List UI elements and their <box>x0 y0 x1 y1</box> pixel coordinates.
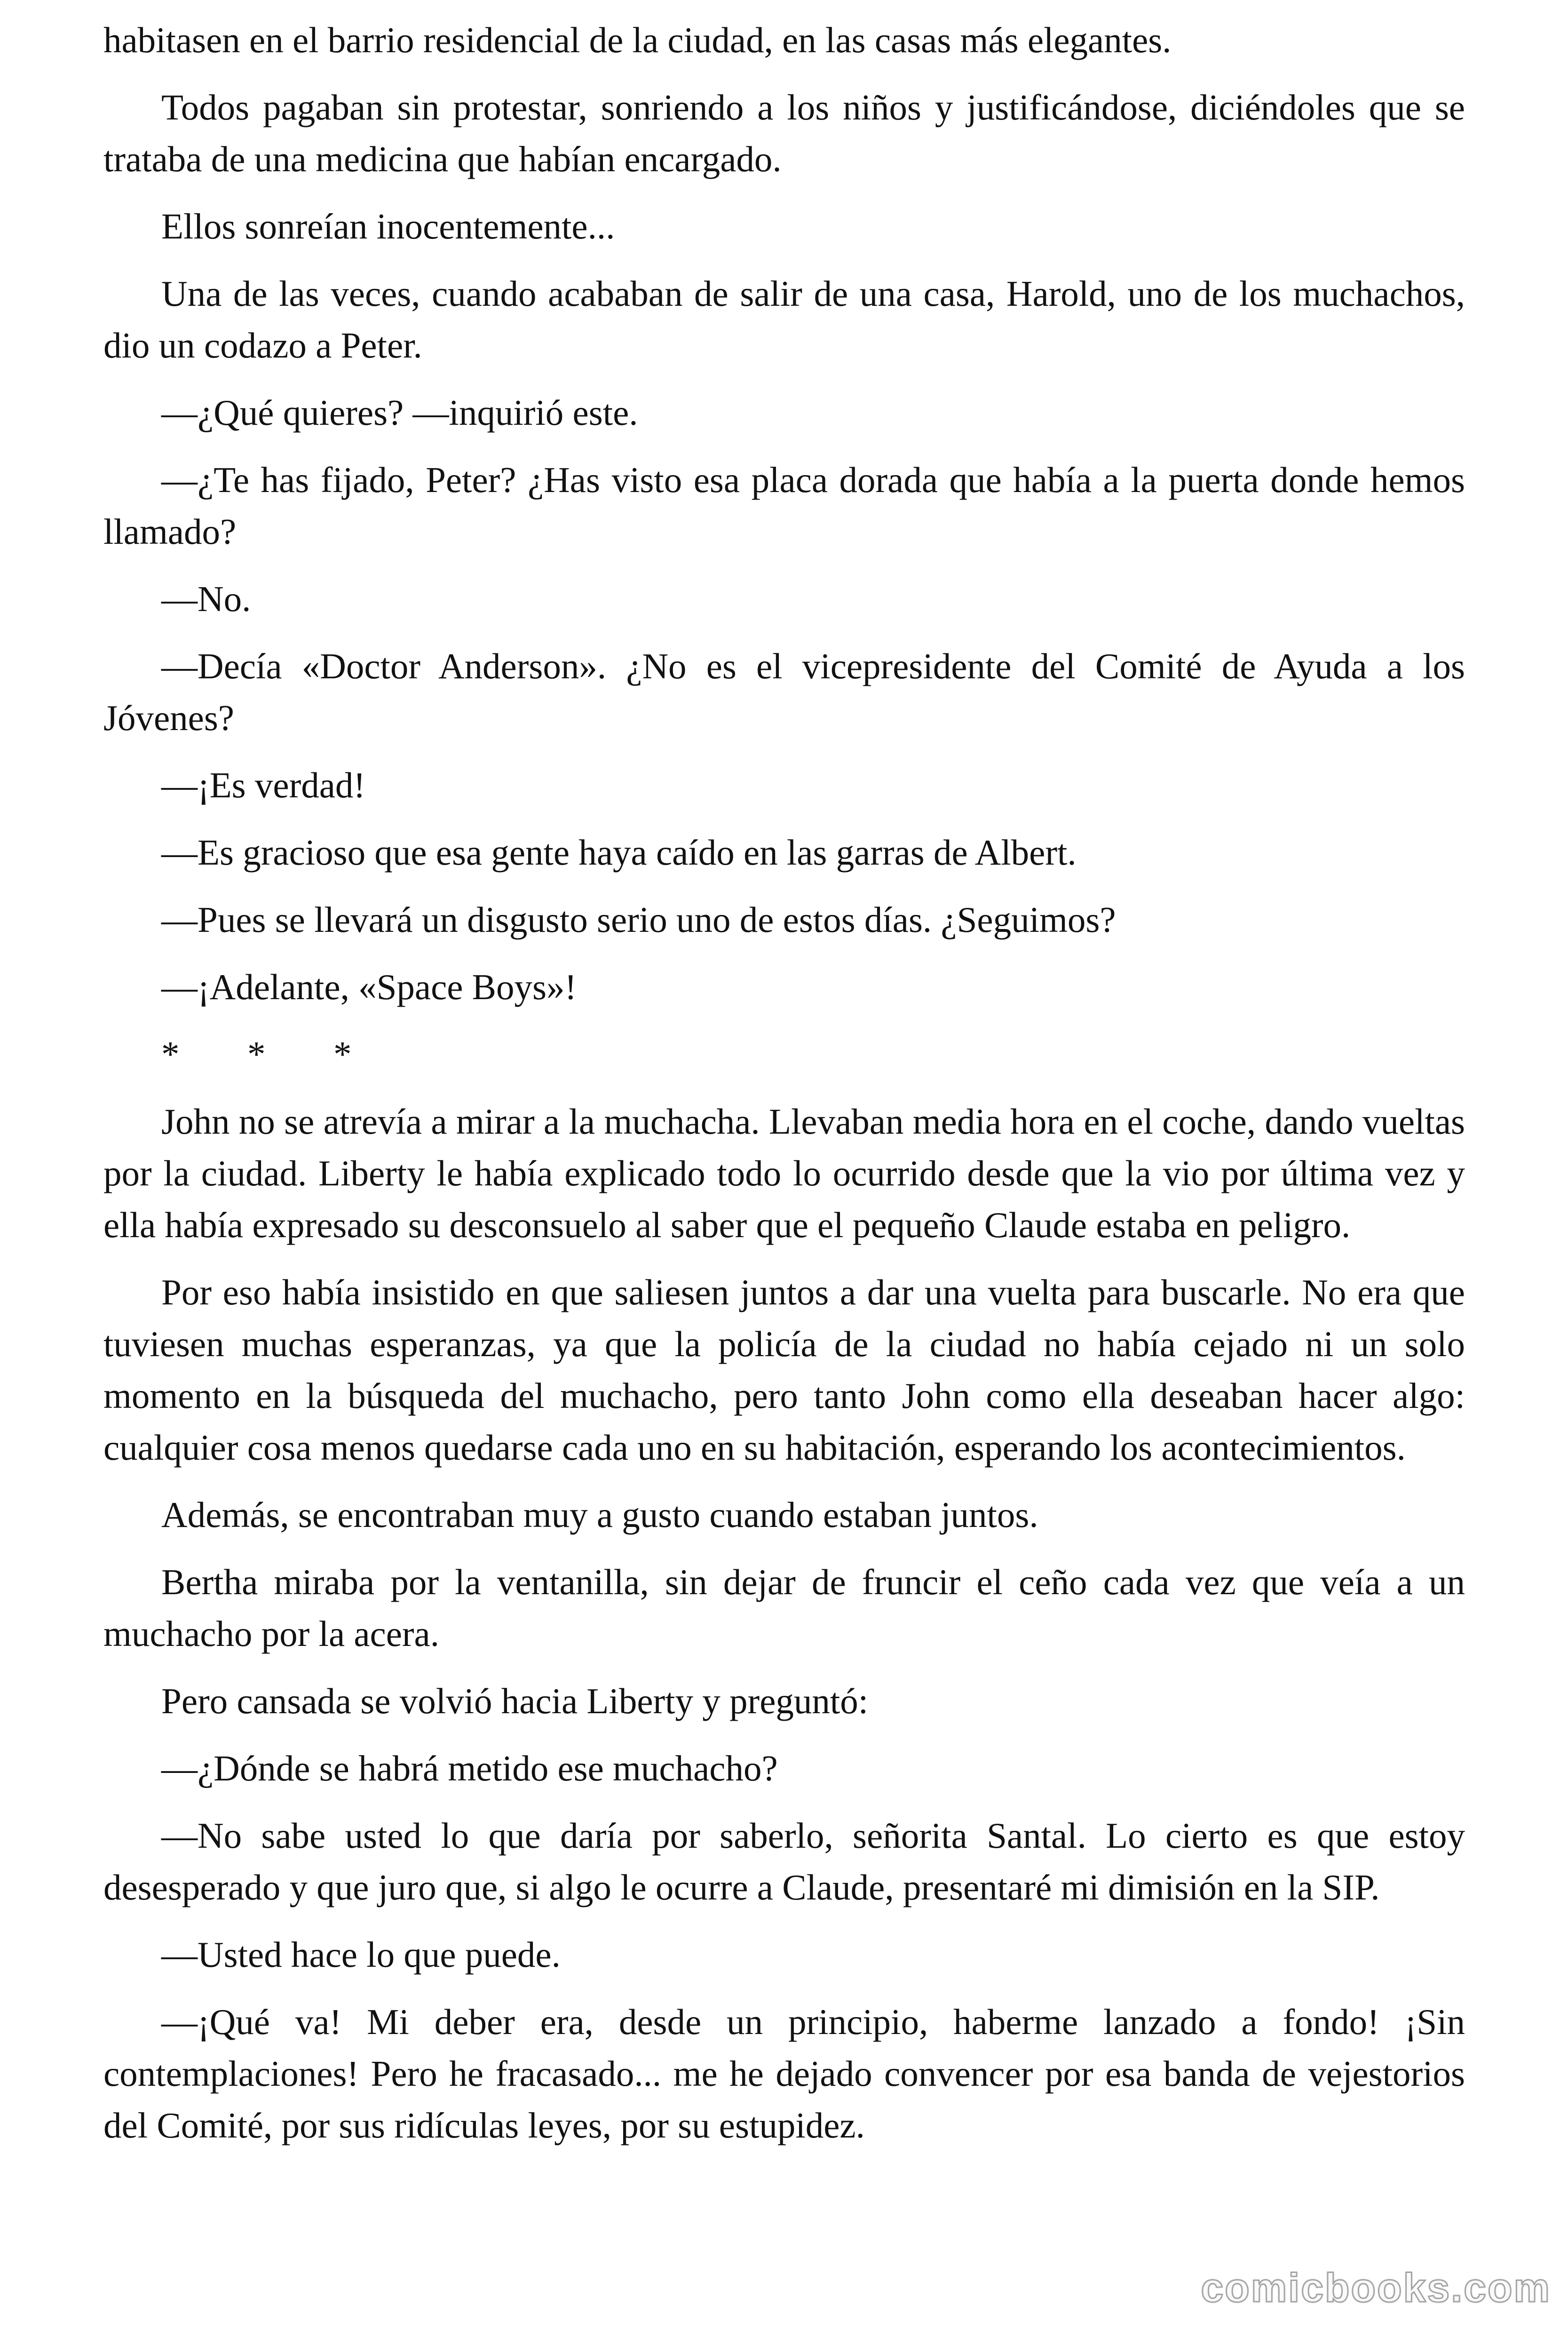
paragraph: —¿Te has fijado, Peter? ¿Has visto esa placa dorada que había a la puerta donde hemos llamado? <box>103 460 1465 552</box>
paragraph: —No. <box>161 579 251 619</box>
paragraph: Bertha miraba por la ventanilla, sin dejar de fruncir el ceño cada vez que veía a un muchacho por la acera. <box>103 1562 1465 1654</box>
scene-break-star: * <box>333 1034 352 1074</box>
paragraph: Una de las veces, cuando acababan de salir de una casa, Harold, uno de los muchachos, dio un codazo a Peter. <box>103 273 1465 366</box>
paragraph: Pero cansada se volvió hacia Liberty y preguntó: <box>161 1681 869 1721</box>
scene-break-star: * <box>247 1034 266 1074</box>
paragraph: John no se atrevía a mirar a la muchacha. Llevaban media hora en el coche, dando vueltas por la ciudad. Liberty le había explicado todo lo ocurrido desde que la vio por última vez y ella había expresado su desconsuelo al saber que el pequeño Claude estaba en peligro. <box>103 1101 1465 1245</box>
paragraph: —¿Dónde se habrá metido ese muchacho? <box>161 1748 778 1788</box>
paragraph: Ellos sonreían inocentemente... <box>161 206 615 246</box>
watermark-text: comicbooks.com <box>1201 2265 1551 2311</box>
paragraph: Además, se encontraban muy a gusto cuando estaban juntos. <box>161 1494 1038 1535</box>
paragraph: Por eso había insistido en que saliesen juntos a dar una vuelta para buscarle. No era que tuviesen muchas esperanzas, ya que la policía de la ciudad no había cejado ni un solo momento en la búsqueda del muchacho, pero tanto John como ella deseaban hacer algo: cualquier cosa menos quedarse cada uno en su habitación, esperando los acontecimientos. <box>103 1272 1465 1468</box>
paragraph: —¡Es verdad! <box>161 765 366 805</box>
paragraph: —Decía «Doctor Anderson». ¿No es el vicepresidente del Comité de Ayuda a los Jóvenes? <box>103 646 1465 738</box>
paragraph: —¿Qué quieres? —inquirió este. <box>161 392 638 433</box>
paragraph: —Usted hace lo que puede. <box>161 1934 561 1975</box>
paragraph: —No sabe usted lo que daría por saberlo, señorita Santal. Lo cierto es que estoy desesperado y que juro que, si algo le ocurre a Claude, presentaré mi dimisión en la SIP. <box>103 1815 1465 1907</box>
paragraph: habitasen en el barrio residencial de la ciudad, en las casas más elegantes. <box>103 20 1172 60</box>
paragraph: —Es gracioso que esa gente haya caído en las garras de Albert. <box>161 832 1077 873</box>
scene-break <box>103 1028 1465 1080</box>
paragraph: Todos pagaban sin protestar, sonriendo a los niños y justificándose, diciéndoles que se trataba de una medicina que habían encargado. <box>103 87 1465 179</box>
paragraph: —¡Qué va! Mi deber era, desde un principio, haberme lanzado a fondo! ¡Sin contemplaciones! Pero he fracasado... me he dejado convencer por esa banda de vejestorios del Comité, por sus ridículas leyes, por su estupidez. <box>103 2002 1465 2145</box>
paragraph: —Pues se llevará un disgusto serio uno de estos días. ¿Seguimos? <box>161 899 1116 940</box>
paragraph: —¡Adelante, «Space Boys»! <box>161 967 577 1007</box>
scene-break-star: * <box>161 1034 180 1074</box>
body-text <box>103 14 1465 2167</box>
